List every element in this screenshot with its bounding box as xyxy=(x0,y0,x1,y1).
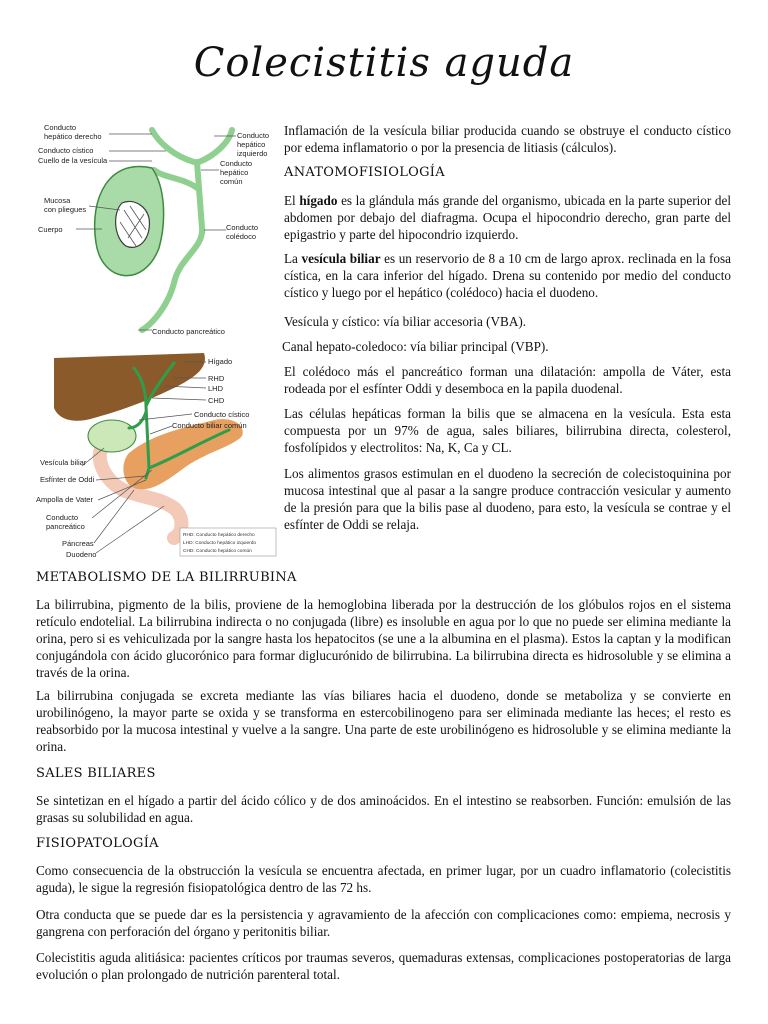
bile-salts-paragraph: Se sintetizan en el hígado a partir del ácido cólico y de dos aminoácidos. En el intestino se reabsorben. Función: emulsión de las grasas su solubilidad en agua. xyxy=(36,793,731,825)
label-cistico: Conducto cístico xyxy=(194,410,250,419)
gallbladder-anatomy-diagram xyxy=(34,118,274,343)
label-hepatico-derecho-2: hepático derecho xyxy=(44,132,102,141)
label-comun-1: Conducto xyxy=(220,159,253,168)
label-lhd: LHD xyxy=(208,384,224,393)
biliary-tract-diagram xyxy=(34,348,278,560)
intro-paragraph: Inflamación de la vesícula biliar producida cuando se obstruye el conducto cístico por edema inflamatorio o por la presencia de litiasis (cálculos). xyxy=(284,123,731,155)
heading-sales-biliares: SALES BILIARES xyxy=(36,766,156,781)
label-pancreatico-1: Conducto xyxy=(46,513,79,522)
anatomy-p1-bold: hígado xyxy=(299,193,338,208)
pathophysiology-paragraph-1: Como consecuencia de la obstrucción la vesícula se encuentra afectada, en primer lugar, por un cuadro inflamatorio (colecistitis aguda), le sigue la regresión fisiopatológica dentro de las 72 hs. xyxy=(36,863,731,895)
label-coledoco-2: colédoco xyxy=(226,232,257,241)
anatomy-paragraph-higado xyxy=(284,192,731,243)
anatomy-p1-pre: El xyxy=(284,193,300,208)
label-comun-3: común xyxy=(220,177,243,186)
label-chd: CHD xyxy=(208,396,225,405)
anatomy-paragraph-bilis: Las células hepáticas forman la bilis que se almacena en la vesícula. Esta esta compuesta por un 97% de agua, sales biliares, bilirrubina directa, colesterol, fosfolípidos y electrolitos: Na, K, Ca y CL. xyxy=(284,406,731,455)
label-izq-2: hepático xyxy=(237,140,266,149)
label-pancreas: Páncreas xyxy=(62,539,94,548)
anatomy-p2-bold: vesícula biliar xyxy=(301,251,381,266)
anatomy-paragraph-vesicula xyxy=(284,250,731,301)
anatomy-p1-post: es la glándula más grande del organismo, ubicada en la parte superior del abdomen por debajo del diafragma. Ocupa el hipocondrio derecho, gran parte del epigastrio y parte del hipocondrio izquierdo. xyxy=(284,193,731,242)
label-izq-1: Conducto xyxy=(237,131,270,140)
label-duodeno: Duodeno xyxy=(66,550,97,559)
anatomy-p2-post: es un reservorio de 8 a 10 cm de largo aprox. reclinada en la fosa cística, en la cara inferior del hígado. Drena su contenido por medio del conducto cístico y luego por el hepático (colédoco) hacia el duodeno. xyxy=(284,251,731,300)
anatomy-p2-pre: La xyxy=(284,251,302,266)
label-izq-3: izquierdo xyxy=(237,149,268,158)
label-cuello-vesicula: Cuello de la vesícula xyxy=(38,156,108,165)
label-mucosa-1: Mucosa xyxy=(44,196,71,205)
anatomy-paragraph-vba: Vesícula y cístico: vía biliar accesoria (VBA). xyxy=(284,314,527,329)
page-title: Colecistitis aguda xyxy=(193,40,575,86)
pathophysiology-paragraph-2: Otra conducta que se puede dar es la persistencia y agravamiento de la afección con complicaciones como: empiema, necrosis y gangrena con perforación del órgano y peritonitis biliar. xyxy=(36,907,731,939)
label-ampolla: Ampolla de Vater xyxy=(36,495,93,504)
anatomy-paragraph-vater: El colédoco más el pancreático forman una dilatación: ampolla de Váter, esta rodeada por el esfínter Oddi y desemboca en la papila duodenal. xyxy=(284,364,731,396)
label-pancreatico-2: pancreático xyxy=(46,522,85,531)
heading-anatomofisiologia: ANATOMOFISIOLOGÍA xyxy=(284,165,445,180)
diagram-legend xyxy=(180,528,276,556)
label-conducto-cistico: Conducto cístico xyxy=(38,146,94,155)
label-conducto-pancreatico: Conducto pancreático xyxy=(152,327,225,336)
gallbladder-shape xyxy=(88,420,136,452)
label-coledoco-1: Conducto xyxy=(226,223,259,232)
metabolism-paragraph-1: La bilirrubina, pigmento de la bilis, proviene de la hemoglobina liberada por la destrucción de los glóbulos rojos en el sistema retículo endotelial. La bilirrubina indirecta o no conjugada (libre) es insoluble en agua por lo que no puede ser elimina mediante la orina, pero si es vehiculizada por la sangre hasta los hepatocitos (se une a la albumina en el plasma). Estos la captan y la modifican conjugándola con ácido glucorónico para formar diglucurónido de bilirrubina. La bilirrubina directa es hidrosoluble y se elimina a través de la orina. xyxy=(36,597,731,680)
label-mucosa-2: con pliegues xyxy=(44,205,87,214)
label-cuerpo: Cuerpo xyxy=(38,225,63,234)
label-higado: Hígado xyxy=(208,357,233,366)
label-comun-2: hepático xyxy=(220,168,249,177)
pathophysiology-paragraph-3: Colecistitis aguda alitiásica: pacientes críticos por traumas severos, quemaduras extensas, complicaciones postoperatorias de larga evolución o plan prolongado de nutrición parenteral total. xyxy=(36,950,731,982)
heading-fisiopatologia: FISIOPATOLOGÍA xyxy=(36,836,159,851)
label-esfinter: Esfínter de Oddi xyxy=(40,475,95,484)
anatomy-paragraph-colecistoquinina: Los alimentos grasos estimulan en el duodeno la secreción de colecistoquinina por mucosa intestinal que al pasar a la sangre produce contracción vesicular y aumento de la presión para que la bilis pase al duodeno, para esto, la vesícula se contrae y el esfínter de Oddi se relaja. xyxy=(284,466,731,532)
anatomy-paragraph-vbp: Canal hepato-coledoco: vía biliar principal (VBP). xyxy=(282,339,549,354)
label-vesicula-biliar: Vesícula biliar xyxy=(40,458,87,467)
metabolism-paragraph-2: La bilirrubina conjugada se excreta mediante las vías biliares hacia el duodeno, donde se metaboliza y se convierte en urobilinógeno, la mayor parte se oxida y se transforma en estercobilinogeno para ser eliminada mediante las heces; el resto es reabsorbido por la mucosa intestinal y vuelve a la sangre. Una parte de este urobilinógeno es hidrosoluble y se elimina mediante la orina. xyxy=(36,688,731,754)
label-biliar-comun: Conducto biliar común xyxy=(172,421,247,430)
heading-metabolismo: METABOLISMO DE LA BILIRRUBINA xyxy=(36,570,297,585)
legend-chd: CHD: Conducto hepático común xyxy=(183,549,252,554)
legend-rhd: RHD: Conducto hepático derecho xyxy=(183,533,255,538)
label-rhd: RHD xyxy=(208,374,225,383)
legend-lhd: LHD: Conducto hepático izquierdo xyxy=(183,541,257,546)
label-hepatico-derecho-1: Conducto xyxy=(44,123,77,132)
